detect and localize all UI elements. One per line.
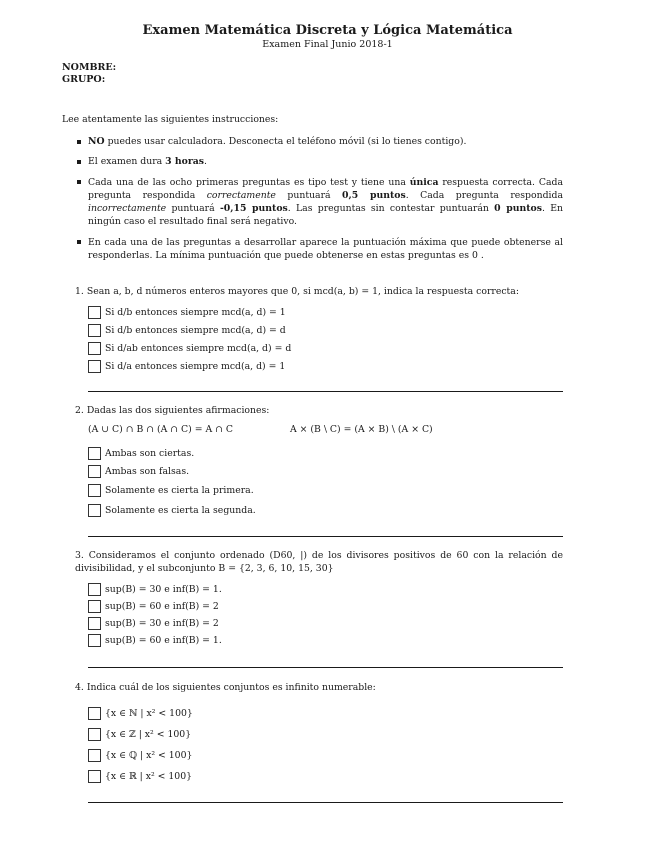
checkbox[interactable] bbox=[88, 342, 101, 355]
question-1 bbox=[75, 285, 563, 298]
question-4 bbox=[75, 681, 563, 694]
instruction-item: El examen dura 3 horas. bbox=[77, 155, 563, 168]
checkbox[interactable] bbox=[88, 324, 101, 337]
checkbox[interactable] bbox=[88, 770, 101, 783]
checkbox[interactable] bbox=[88, 583, 101, 596]
question-text: Dadas las dos siguientes afirmaciones: bbox=[86, 405, 270, 416]
question-text: Indica cuál de los siguientes conjuntos es infinito numerable: bbox=[86, 682, 376, 693]
question-text: Consideramos el conjunto ordenado (D60, |) de los divisores positivos de 60 con la relación de divisibilidad, y el subconjunto B = {2, 3, 6, 10, 15, 30} bbox=[75, 550, 563, 575]
answer-option[interactable]: Si d/b entonces siempre mcd(a, d) = 1 bbox=[88, 306, 286, 320]
checkbox[interactable] bbox=[88, 465, 101, 478]
answer-option[interactable]: Ambas son ciertas. bbox=[88, 447, 194, 461]
answer-option[interactable]: Solamente es cierta la segunda. bbox=[88, 504, 256, 518]
question-number: 1. bbox=[75, 286, 84, 297]
answer-option[interactable]: {x ∈ ℚ | x² < 100} bbox=[88, 749, 192, 763]
instructions-intro: Lee atentamente las siguientes instrucciones: bbox=[62, 114, 279, 125]
group-field-label: GRUPO: bbox=[62, 74, 106, 85]
answer-option[interactable]: Si d/ab entonces siempre mcd(a, d) = d bbox=[88, 342, 291, 356]
statement-1: (A ∪ C) ∩ B ∩ (A ∩ C) = A ∩ C bbox=[88, 424, 234, 435]
checkbox[interactable] bbox=[88, 634, 101, 647]
checkbox[interactable] bbox=[88, 600, 101, 613]
question-text: Sean a, b, d números enteros mayores que 0, si mcd(a, b) = 1, indica la respuesta correcta: bbox=[86, 286, 519, 297]
checkbox[interactable] bbox=[88, 447, 101, 460]
instruction-item: NO puedes usar calculadora. Desconecta el teléfono móvil (si lo tienes contigo). bbox=[77, 135, 563, 148]
checkbox[interactable] bbox=[88, 504, 101, 517]
checkbox[interactable] bbox=[88, 306, 101, 319]
checkbox[interactable] bbox=[88, 749, 101, 762]
answer-line bbox=[88, 802, 563, 803]
question-number: 3. bbox=[75, 550, 84, 561]
answer-option[interactable]: {x ∈ ℕ | x² < 100} bbox=[88, 707, 193, 721]
name-field-label: NOMBRE: bbox=[62, 62, 117, 73]
answer-option[interactable]: sup(B) = 60 e inf(B) = 1. bbox=[88, 634, 222, 648]
exam-subtitle: Examen Final Junio 2018-1 bbox=[262, 39, 393, 50]
answer-option[interactable]: sup(B) = 60 e inf(B) = 2 bbox=[88, 600, 219, 614]
answer-line bbox=[88, 667, 563, 668]
checkbox[interactable] bbox=[88, 728, 101, 741]
checkbox[interactable] bbox=[88, 360, 101, 373]
answer-option[interactable]: sup(B) = 30 e inf(B) = 1. bbox=[88, 583, 222, 597]
answer-option[interactable]: Si d/a entonces siempre mcd(a, d) = 1 bbox=[88, 360, 285, 374]
answer-option[interactable]: Si d/b entonces siempre mcd(a, d) = d bbox=[88, 324, 286, 338]
question-number: 2. bbox=[75, 405, 84, 416]
statement-2: A × (B \ C) = (A × B) \ (A × C) bbox=[290, 424, 433, 435]
question-3 bbox=[75, 549, 563, 576]
answer-option[interactable]: Solamente es cierta la primera. bbox=[88, 484, 254, 498]
answer-option[interactable]: sup(B) = 30 e inf(B) = 2 bbox=[88, 617, 219, 631]
instruction-item: Cada una de las ocho primeras preguntas es tipo test y tiene una única respuesta correcta. Cada pregunta respondida correctamente puntuará 0,5 puntos. Cada pregunta respondida incorrectamente puntuará -0,15 puntos. Las preguntas sin contestar puntuarán 0 puntos. En ningún caso el resultado final será negativo. bbox=[77, 176, 563, 229]
checkbox[interactable] bbox=[88, 707, 101, 720]
answer-line bbox=[88, 536, 563, 537]
answer-option[interactable]: Ambas son falsas. bbox=[88, 465, 189, 479]
question-2 bbox=[75, 404, 563, 417]
instruction-item: En cada una de las preguntas a desarrollar aparece la puntuación máxima que puede obtenerse al responderlas. La mínima puntuación que puede obtenerse en estas preguntas es 0 . bbox=[77, 236, 563, 263]
instructions-list bbox=[77, 135, 563, 269]
answer-option[interactable]: {x ∈ ℝ | x² < 100} bbox=[88, 770, 192, 784]
answer-line bbox=[88, 391, 563, 392]
exam-title: Examen Matemática Discreta y Lógica Matemática bbox=[142, 23, 513, 38]
checkbox[interactable] bbox=[88, 484, 101, 497]
question-number: 4. bbox=[75, 682, 84, 693]
checkbox[interactable] bbox=[88, 617, 101, 630]
answer-option[interactable]: {x ∈ ℤ | x² < 100} bbox=[88, 728, 191, 742]
